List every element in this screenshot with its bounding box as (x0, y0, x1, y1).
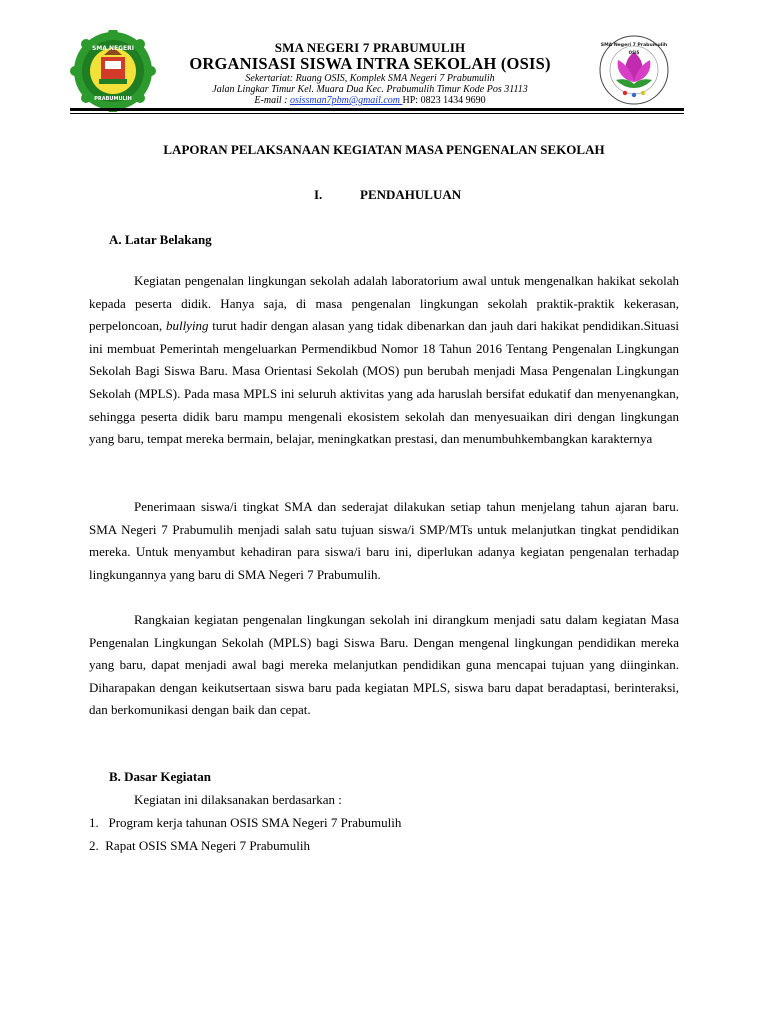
section-number: I. (314, 187, 323, 202)
list-item (89, 815, 401, 831)
list-item-text: Program kerja tahunan OSIS SMA Negeri 7 Prabumulih (108, 815, 402, 830)
document-title: LAPORAN PELAKSANAAN KEGIATAN MASA PENGENALAN SEKOLAH (163, 142, 605, 157)
paragraph-1 (89, 270, 679, 451)
paragraph-1-part-a: Kegiatan pengenalan lingkungan sekolah adalah laboratorium awal untuk mengenalkan hakikat sekolah kepada peserta didik. Hanya saja, di masa pengenalan lingkungan sekolah praktik-praktik kekerasan, perpeloncoan, (89, 273, 679, 334)
paragraph-2: Penerimaan siswa/i tingkat SMA dan sederajat dilakukan setiap tahun menjelang tahun ajaran baru. SMA Negeri 7 Prabumulih menjadi salah satu tujuan siswa/i SMP/MTs untuk melanjutkan tingkat pendidikan mereka. Untuk menyambut kehadiran para siswa/i baru ini, diperlukan adanya kegiatan pengenalan terhadap lingkungannya yang baru di SMA Negeri 7 Prabumulih. (89, 499, 679, 582)
list-item-text: Rapat OSIS SMA Negeri 7 Prabumulih (105, 838, 310, 853)
address-line: Jalan Lingkar Timur Kel. Muara Dua Kec. Prabumulih Timur Kode Pos 31113 (212, 84, 528, 95)
email-link[interactable]: osissman7pbm@gmail.com (289, 95, 403, 106)
right-logo-subtext: OSIS (628, 50, 640, 55)
phone-number: HP: 0823 1434 9690 (402, 95, 486, 106)
list-item-number: 1. (89, 815, 99, 830)
letterhead-divider-thin (70, 113, 684, 114)
left-logo-top-text: SMA NEGERI (91, 45, 135, 52)
list-item-number: 2. (89, 838, 99, 853)
school-emblem-logo (70, 30, 156, 112)
left-logo-bottom-text: PRABUMULIH (94, 96, 132, 102)
osis-emblem-logo (594, 34, 674, 106)
subsection-b-heading: B. Dasar Kegiatan (109, 769, 211, 784)
letterhead-divider-thick (70, 108, 684, 111)
school-name: SMA NEGERI 7 PRABUMULIH (274, 40, 466, 55)
contact-line (150, 95, 590, 106)
basis-intro: Kegiatan ini dilaksanakan berdasarkan : (134, 792, 342, 807)
subsection-a-heading: A. Latar Belakang (109, 232, 212, 247)
secretariat-line: Sekertariat: Ruang OSIS, Komplek SMA Negeri 7 Prabumulih (245, 73, 495, 84)
list-item (89, 838, 310, 854)
right-logo-text: SMA Negeri 7 Prabumulih (600, 43, 668, 48)
paragraph-1-part-b: turut hadir dengan alasan yang tidak dibenarkan dan jauh dari hakikat pendidikan.Situasi ini membuat Pemerintah mengeluarkan Permendikbud Nomor 18 Tahun 2016 Tentang Pengenalan Lingkungan Sekolah Bagi Siswa Baru. Masa Orientasi Sekolah (MOS) pun berubah menjadi Masa Pengenalan Lingkungan Sekolah (MPLS). Pada masa MPLS ini seluruh aktivitas yang ada haruslah bersifat edukatif dan menyenangkan, sehingga peserta didik baru mampu mengenali ekosistem sekolah dan menyesuaikan diri dengan lingkungan yang baru, tempat mereka bermain, belajar, meningkatkan prestasi, dan menumbuhkembangkan karakternya (89, 318, 679, 447)
paragraph-1-italic: bullying (165, 318, 209, 334)
paragraph-3: Rangkaian kegiatan pengenalan lingkungan sekolah ini dirangkum menjadi satu dalam kegiatan Masa Pengenalan Lingkungan Sekolah (MPLS) bagi Siswa Baru. Dengan mengenal lingkungan pendidikan mereka yang baru, dapat menjadi awal bagi mereka melanjutkan pendidikan guna mencapai tujuan yang diinginkan. Diharapakan dengan keikutsertaan siswa baru pada kegiatan MPLS, siswa baru dapat beradaptasi, berinteraksi, dan berkomunikasi dengan baik dan cepat. (89, 612, 679, 718)
section-title: PENDAHULUAN (360, 187, 462, 202)
email-label: E-mail : (254, 95, 290, 106)
organization-name: ORGANISASI SISWA INTRA SEKOLAH (OSIS) (189, 54, 551, 73)
